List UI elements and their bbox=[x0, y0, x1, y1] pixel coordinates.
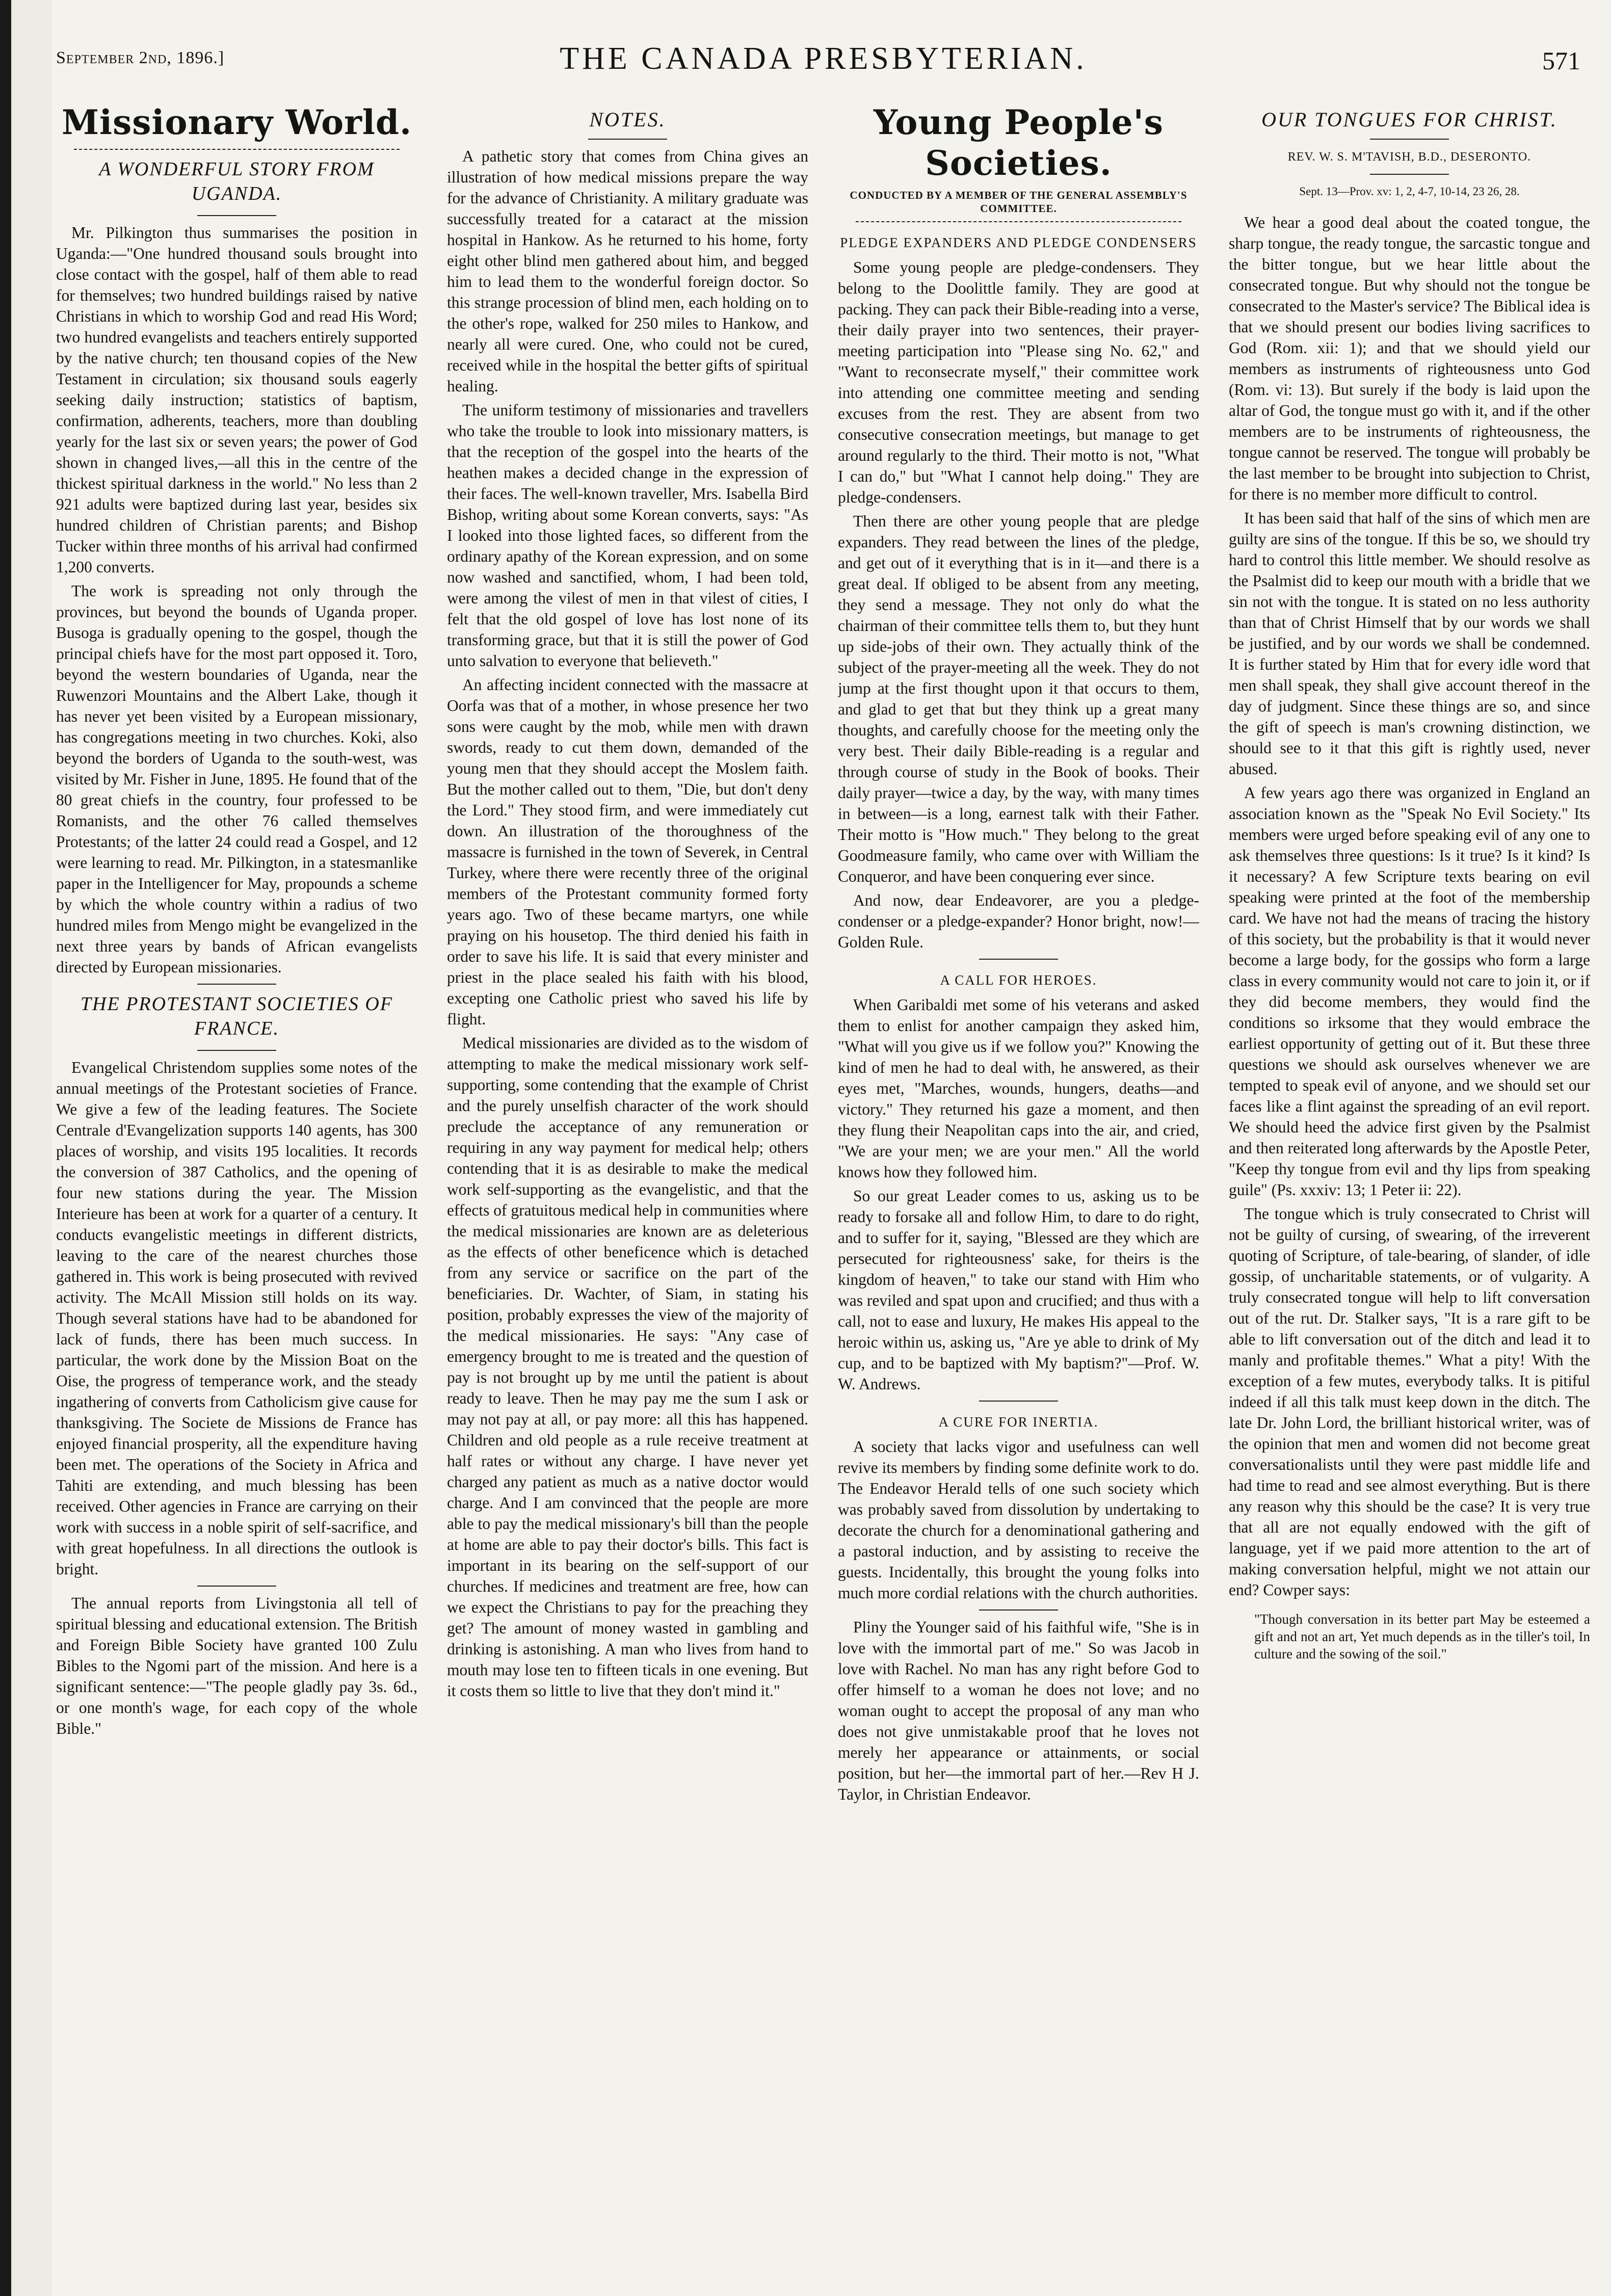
page-header bbox=[56, 31, 1591, 87]
page-number: 571 bbox=[1542, 46, 1580, 75]
section-subheading: CONDUCTED BY A MEMBER OF THE GENERAL ASSEMBLY'S COMMITTEE. bbox=[850, 189, 1187, 215]
column-young-peoples-societies bbox=[838, 102, 1199, 2278]
divider bbox=[197, 1586, 277, 1587]
column-missionary-world bbox=[56, 102, 417, 2278]
article-author: REV. W. S. M'TAVISH, B.D., DESERONTO. bbox=[1287, 150, 1531, 164]
article-paragraph: When Garibaldi met some of his veterans and asked them to enlist for another campaign they asked him, "What will you give us if we follow you?" Knowing the kind of men he had to deal with, he answered, as their eyes met, "Marches, wounds, hungers, deaths—and victory." They returned his gaze a moment, and then they flung their Neapolitan caps into the air, and cried, "We are your men; we are your men." All the world knows how they followed him. bbox=[838, 996, 1199, 1181]
divider bbox=[979, 1401, 1059, 1402]
article-paragraph: Then there are other young people that are pledge expanders. They read between the lines of the pledge, and get out of it everything that is in it—and there is a great deal. If obliged to be absent from any meeting, they send a message. They not only do what the chairman of their committee tells them to, but they hunt up side-jobs of their own. They actually think of the subject of the prayer-meeting all the week. They do not jump at the first thought upon it that occurs to them, and glad to get that but they think up a great many thoughts, and carefully choose for the meeting only the very best. Their daily Bible-reading is a regular and through course of study in the Book of books. Their daily prayer—twice a day, by the way, with many times in between—is a long, earnest talk with their Father. Their motto is "How much." They belong to the great Goodmeasure family, who came over with William the Conqueror, and have been conquering ever since. bbox=[838, 512, 1199, 885]
divider bbox=[74, 149, 399, 150]
divider bbox=[979, 1609, 1059, 1611]
article-paragraph: Evangelical Christendom supplies some notes of the annual meetings of the Protestant societies of France. We give a few of the leading features. The Societe Centrale d'Evangelization supports 140 agents, has 300 places of worship, and visits 195 localities. It records the conversion of 387 Catholics, and the opening of four new stations during the year. The Mission Interieure has been at work for a quarter of a century. It conducts evangelistic meetings in different districts, leaving to the care of the nearest churches those gathered in. This work is being prosecuted with revived activity. The McAll Mission still holds on its way. Though several stations have had to be abandoned for lack of funds, there has been much success. In particular, the work done by the Mission Boat on the Oise, the progress of temperance work, and the steady ingathering of converts from Catholicism give cause for thanksgiving. The Societe de Missions de France has enjoyed financial prosperity, all the expenditure having been met. The operations of the Society in Africa and Tahiti are extending, and much blessing has been received. Other agencies in France are carrying on their work with success in a noble spirit of self-sacrifice, and with great hopefulness. In all directions the outlook is bright. bbox=[56, 1059, 417, 1578]
divider bbox=[1370, 139, 1449, 140]
article-title: PLEDGE EXPANDERS AND PLEDGE CONDENSERS bbox=[840, 235, 1197, 250]
article-paragraph: The uniform testimony of missionaries and travellers who take the trouble to look into missionary matters, is that the reception of the gospel into the hearts of the heathen makes a decided change in the expression of their faces. The well-known traveller, Mrs. Isabella Bird Bishop, writing about some Korean converts, says: "As I looked into those lighted faces, so different from the ordinary apathy of the Korean expression, and on some now washed and sanctified, whom, I had been told, were among the vilest of men in that vilest of cities, I felt that the old gospel of love has lost none of its transforming grace, but that it is still the power of God unto salvation to everyone that believeth." bbox=[447, 401, 808, 670]
article-title: THE PROTESTANT SOCIETIES OF FRANCE. bbox=[80, 993, 393, 1039]
article-paragraph: So our great Leader comes to us, asking us to be ready to forsake all and follow Him, to dare to do right, and to suffer for it, saying, "Blessed are they which are persecuted for righteousness' sake, for theirs is the kingdom of heaven," to take our stand with Him who was reviled and spat upon and crucified; and thus with a call, not to ease and luxury, He makes His appeal to the heroic within us, asking us, "Are ye able to drink of My cup, and to be baptized with My baptism?"—Prof. W. W. Andrews. bbox=[838, 1187, 1199, 1393]
divider bbox=[197, 1050, 277, 1051]
article-paragraph: Some young people are pledge-condensers. They belong to the Doolittle family. They are good at packing. They can pack their Bible-reading into a verse, their daily prayer into two sentences, their prayer-meeting participation into "Please sing No. 62," and "Want to reconsecrate myself," their committee work into attending one committee meeting and sending excuses from the rest. They are absent from two consecutive consecration meetings, but manage to get around regularly to the third. Their motto is not, "What I can do," but "What I cannot help doing." They are pledge-condensers. bbox=[838, 258, 1199, 506]
column-notes bbox=[447, 102, 808, 2278]
article-columns bbox=[56, 102, 1590, 2278]
article-paragraph: The annual reports from Livingstonia all tell of spiritual blessing and educational extension. The British and Foreign Bible Society have granted 100 Zulu Bibles to the Ngomi part of the mission. And here is a significant sentence:—"The people gladly pay 3s. 6d., or one month's wage, for each copy of the whole Bible." bbox=[56, 1594, 417, 1737]
page-binding-edge bbox=[0, 0, 11, 2296]
article-title: A CALL FOR HEROES. bbox=[940, 972, 1097, 988]
divider bbox=[856, 221, 1181, 222]
newspaper-title: THE CANADA PRESBYTERIAN. bbox=[560, 41, 1087, 76]
article-paragraph: A few years ago there was organized in England an association known as the "Speak No Evil Society." Its members were urged before speaking evil of any one to ask themselves three questions: Is it true? Is it kind? Is it necessary? A few Scripture texts bearing on evil speaking were printed at the foot of the membership card. We have not had the means of tracing the history of this society, but the probability is that it would never become a large body, for the gossips who form a large class in every community would not care to join it, or if they did become members, they would find the conditions so irksome that they would embrace the earliest opportunity of getting out of it. But these three questions we should ask ourselves whenever we are tempted to speak evil of anyone, and we should set our faces like a flint against the spreading of an evil report. We should heed the advice first given by the Psalmist and then reiterated long afterwards by the Apostle Peter, "Keep thy tongue from evil and thy lips from speaking guile" (Ps. xxxiv: 13; 1 Peter ii: 22). bbox=[1229, 784, 1590, 1199]
column-our-tongues bbox=[1229, 102, 1590, 2278]
article-paragraph: Medical missionaries are divided as to the wisdom of attempting to make the medical missionary work self-supporting, some contending that the example of Christ and the purely unselfish character of the work should preclude the acceptance of any remuneration or requiring in any way payment for medical help; others contending that it is as desirable to make the medical work self-supporting as the evangelistic, and that the effects of gratuitous medical help in communities where the medical missionaries are known are as deleterious as the effects of other beneficence which is detached from any service or sacrifice on the part of the beneficiaries. Dr. Wachter, of Siam, in stating his position, probably expresses the view of the majority of the medical missionaries. He says: "Any case of emergency brought to me is treated and the question of pay is not brought up by me until the patient is about ready to leave. Then he may pay me the sum I ask or may not pay at all, or pay more: all this has happened. Children and old people as a rule receive treatment at half rates or without any charge. I have never yet charged any patient as much as a native doctor would charge. And I am convinced that the people are more able to pay the medical missionary's bill than the people at home are able to pay their doctor's bills. This fact is important in its bearing on the self-support of our churches. If medicines and treatment are free, how can we expect the Christians to pay for the preaching they get? The amount of money wasted in gambling and drinking is astonishing. A man who lives from hand to mouth may lose ten to fifteen ticals in one evening. But it costs them so little to live that they don't mind it." bbox=[447, 1034, 808, 1700]
article-paragraph: A society that lacks vigor and usefulness can well revive its members by finding some definite work to do. The Endeavor Herald tells of one such society which was probably saved from dissolution by undertaking to decorate the church for a denominational gathering and a pastoral induction, and by assisting to receive the guests. Incidentally, this brought the young folks into much more cordial relations with the church authorities. bbox=[838, 1438, 1199, 1602]
article-paragraph: A pathetic story that comes from China gives an illustration of how medical missions prepare the way for the advance of Christianity. A military graduate was successfully treated for a cataract at the mission hospital in Hankow. As he returned to his home, forty eight other blind men gathered about him, and begged him to lead them to the wonderful foreign doctor. So this strange procession of blind men, each holding on to the other's rope, walked for 250 miles to Hankow, and nearly all were cured. One, who could not be cured, received while in the hospital the better gifts of spiritual healing. bbox=[447, 147, 808, 395]
section-heading: OUR TONGUES FOR CHRIST. bbox=[1261, 108, 1557, 131]
verse-quote: "Though conversation in its better part May be esteemed a gift and not an art, Yet much depends as in the tiller's toil, In culture and the sowing of the soil." bbox=[1254, 1612, 1590, 1661]
adjacent-page-margin bbox=[11, 0, 52, 2296]
article-title: A WONDERFUL STORY FROM UGANDA. bbox=[99, 159, 375, 204]
scripture-reference: Sept. 13—Prov. xv: 1, 2, 4-7, 10-14, 23 26, 28. bbox=[1299, 185, 1520, 198]
divider bbox=[197, 215, 277, 216]
divider bbox=[979, 959, 1059, 960]
section-heading: Missionary World. bbox=[61, 102, 412, 142]
section-heading: Young People's Societies. bbox=[874, 102, 1164, 183]
section-heading: NOTES. bbox=[589, 108, 666, 131]
article-paragraph: We hear a good deal about the coated tongue, the sharp tongue, the ready tongue, the sarcastic tongue and the bitter tongue, but we hear little about the consecrated tongue. But why should not the tongue be consecrated to the Master's service? The Biblical idea is that we should present our bodies living sacrifices to God (Rom. xii: 1); and that we should yield our members as instruments of righteousness unto God (Rom. vi: 13). But surely if the body is laid upon the altar of God, the tongue must go with it, and if the other members are to be instruments of righteousness, the tongue cannot be reserved. The tongue will probably be the last member to be brought into subjection to Christ, for there is no member more difficult to control. bbox=[1229, 214, 1590, 503]
divider bbox=[1370, 174, 1449, 175]
article-paragraph: It has been said that half of the sins of which men are guilty are sins of the tongue. If this be so, we should try hard to control this little member. We should resolve as the Psalmist did to keep our mouth with a bridle that we sin not with the tongue. It is stated on no less authority than that of Christ Himself that by our words we shall be justified, and by our words we shall be condemned. It is further stated by Him that for every idle word that men shall speak, they shall give account thereof in the day of judgment. Since these things are so, and since the gift of speech is man's crowning distinction, we should see to it that this gift is rightly used, never abused. bbox=[1229, 509, 1590, 778]
article-title: A CURE FOR INERTIA. bbox=[938, 1414, 1099, 1430]
divider bbox=[588, 139, 668, 140]
article-paragraph: An affecting incident connected with the massacre at Oorfa was that of a mother, in whose presence her two sons were caught by the mob, while men with drawn swords, ready to cut them down, demanded of the young men that they should accept the Moslem faith. But the mother called out to them, "Die, but don't deny the Lord." They stood firm, and were immediately cut down. An illustration of the thoroughness of the massacre is furnished in the town of Severek, in Central Turkey, where there were recently three of the original members of the Protestant community formed forty years ago. Two of these became martyrs, one while praying on his housetop. The third denied his faith in order to save his life. It is said that every minister and priest in the place sealed his faith with his blood, excepting one Catholic priest who saved his life by flight. bbox=[447, 676, 808, 1028]
divider bbox=[197, 984, 277, 985]
article-paragraph: The tongue which is truly consecrated to Christ will not be guilty of cursing, of swearing, of the irreverent quoting of Scripture, of tale-bearing, of slander, of idle gossip, of uncharitable statements, or of vulgarity. A truly consecrated tongue will help to lift conversation out of the rut. Dr. Stalker says, "It is a rare gift to be able to lift conversation out of the ditch and lead it to manly and profitable themes." What a pity! With the exception of a few mutes, everybody talks. It is pitiful indeed if all this talk must keep down in the ditch. The late Dr. John Lord, the brilliant historical writer, was of the opinion that men and women did not become great conversationalists until they were past middle life and had time to read and see almost everything. But is there any reason why this should be the case? It is very true that all are not equally endowed with the gift of language, yet if we paid more attention to the art of making conversation helpful, might we not attain our end? Cowper says: bbox=[1229, 1205, 1590, 1599]
article-paragraph: Pliny the Younger said of his faithful wife, "She is in love with the immortal part of me." So was Jacob in love with Rachel. No man has any right before God to offer himself to a woman he does not love; and no woman ought to accept the proposal of any man who does not give unmistakable proof that he loves not merely her appearance or attainments, or social position, but her—the immortal part of her.—Rev H J. Taylor, in Christian Endeavor. bbox=[838, 1618, 1199, 1803]
article-paragraph: And now, dear Endeavorer, are you a pledge-condenser or a pledge-expander? Honor bright, now!—Golden Rule. bbox=[838, 891, 1199, 951]
article-paragraph: Mr. Pilkington thus summarises the position in Uganda:—"One hundred thousand souls brought into close contact with the gospel, half of them able to read for themselves; two hundred buildings raised by native Christians in which to worship God and read His Word; two hundred evangelists and teachers entirely supported by the native church; ten thousand copies of the New Testament in circulation; six thousand souls eagerly seeking daily instruction; statistics of baptism, confirmation, adherents, teachers, more than doubling yearly for the last six or seven years; the power of God shown in changed lives,—all this in the centre of the thickest spiritual darkness in the world." No less than 2 921 adults were baptized during last year, besides six hundred children of Christian parents; and Bishop Tucker within three months of his arrival had confirmed 1,200 converts. bbox=[56, 224, 417, 576]
article-paragraph: The work is spreading not only through the provinces, but beyond the bounds of Uganda proper. Busoga is gradually opening to the gospel, though the principal chiefs have for the most part opposed it. Toro, beyond the western boundaries of Uganda, near the Ruwenzori Mountains and the Albert Lake, though it has never yet been visited by a European missionary, has congregations meeting in two churches. Koki, also beyond the borders of Uganda to the south-west, was visited by Mr. Fisher in June, 1895. He found that of the 80 great chiefs in the country, four professed to be Romanists, and the other 76 called themselves Protestants; of the latter 24 could read a Gospel, and 12 were learning to read. Mr. Pilkington, in a statesmanlike paper in the Intelligencer for May, propounds a scheme by which the whole country within a radius of two hundred miles from Mengo might be evangelized in the next three years by bands of African evangelists directed by European missionaries. bbox=[56, 582, 417, 976]
issue-date: September 2nd, 1896.] bbox=[56, 48, 225, 67]
